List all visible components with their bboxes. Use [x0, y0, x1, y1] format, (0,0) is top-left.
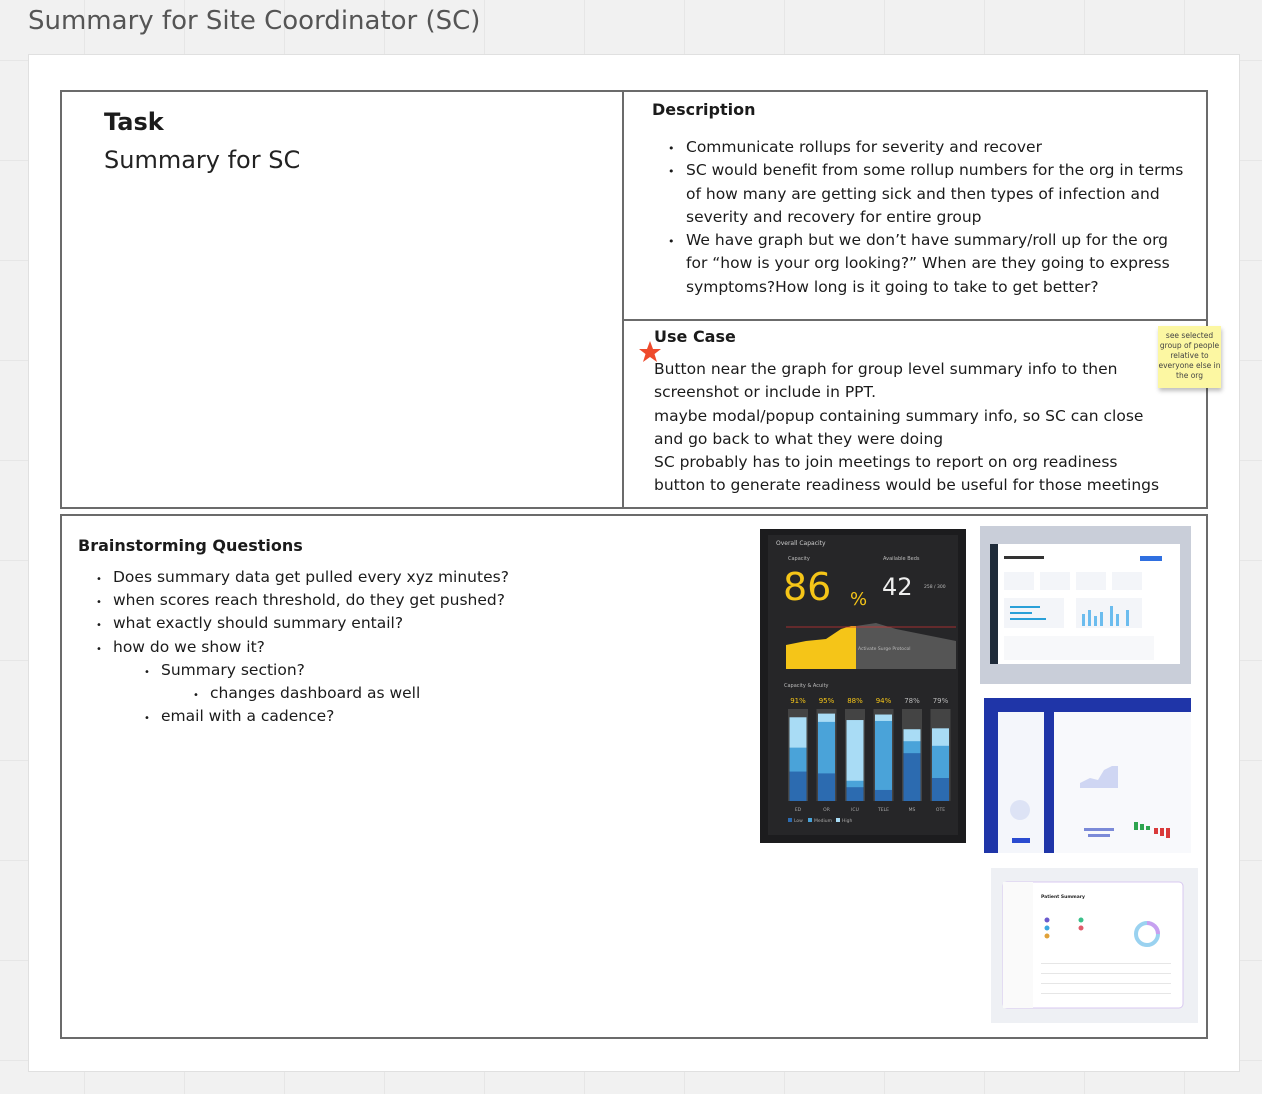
dashboard-summary-image	[991, 868, 1198, 1023]
surge-label: Activate Surge Protocol	[858, 647, 911, 652]
use-case-heading: Use Case	[654, 327, 736, 346]
bar-category-label: OTE	[935, 808, 946, 813]
question-item: • how do we show it?	[113, 636, 509, 659]
dashboard-analytics-image	[984, 698, 1191, 853]
bar-low-segment	[904, 753, 921, 801]
question-subsublist	[210, 682, 420, 705]
description-item: • We have graph but we don’t have summary/roll up for the org for “how is your org looking?” When are they going to express symptoms?How long is it going to take to get better?	[686, 229, 1186, 299]
legend-swatch	[836, 818, 840, 822]
task-value: Summary for SC	[104, 146, 301, 174]
bar-percent-label: 94%	[875, 697, 892, 705]
bar-low-segment	[875, 790, 892, 801]
bar-percent-label: 78%	[904, 697, 920, 705]
question-list	[113, 566, 509, 659]
bar-low-segment	[847, 787, 864, 801]
beds-label: Available Beds	[883, 556, 920, 562]
description-item: • Communicate rollups for severity and recover	[686, 136, 1186, 159]
capacity-value: 86	[783, 565, 832, 609]
dashboard-thumbnail-summary[interactable]	[991, 868, 1198, 1023]
bar-category-label: OR	[823, 808, 830, 813]
task-card[interactable]	[60, 90, 624, 509]
use-case-line: SC probably has to join meetings to report on org readiness	[654, 453, 1118, 472]
description-card[interactable]	[622, 90, 1208, 321]
legend-label: Low	[794, 819, 803, 824]
question-subitem: • email with a cadence?	[161, 705, 334, 728]
question-subitem: • Summary section?	[161, 659, 305, 682]
dashboard-panel	[768, 535, 958, 835]
summary-title: Patient Summary	[1041, 895, 1085, 900]
bar-percent-label: 95%	[818, 697, 835, 705]
bar-category-label: MS	[908, 808, 916, 813]
bar-category-label: ICU	[851, 808, 859, 813]
dashboard-thumbnail-analytics[interactable]	[984, 698, 1191, 853]
bar-percent-label: 91%	[790, 697, 806, 705]
dashboard-overview-image	[980, 526, 1191, 684]
bar-med-segment	[875, 721, 892, 801]
bar-percent-label: 88%	[847, 697, 863, 705]
use-case-text	[654, 358, 1164, 498]
beds-sub: 258 / 300	[924, 585, 946, 590]
frame-title: Summary for Site Coordinator (SC)	[28, 6, 481, 36]
question-sublist	[161, 705, 334, 728]
dashboard-title: Overall Capacity	[776, 540, 826, 547]
capacity-unit: %	[850, 589, 868, 610]
use-case-line: button to generate readiness would be useful for those meetings	[654, 476, 1160, 495]
dashboard-thumbnail-overview[interactable]	[980, 526, 1191, 684]
dashboard-thumbnail-capacity[interactable]	[760, 529, 966, 843]
brainstorming-heading: Brainstorming Questions	[78, 536, 303, 555]
question-item: • when scores reach threshold, do they get pushed?	[113, 589, 509, 612]
acuity-label: Capacity & Acuity	[784, 683, 829, 689]
description-heading: Description	[652, 100, 756, 119]
capacity-label: Capacity	[788, 556, 810, 562]
legend-label: High	[842, 819, 853, 824]
use-case-line: maybe modal/popup containing summary info, so SC can close and go back to what they were doing	[654, 406, 1144, 448]
beds-value: 42	[882, 573, 913, 601]
bar-low-segment	[790, 772, 807, 801]
legend-label: Medium	[814, 819, 832, 824]
legend-swatch	[788, 818, 792, 822]
capacity-area-chart	[786, 623, 956, 669]
use-case-card[interactable]	[622, 319, 1208, 509]
question-item: • what exactly should summary entail?	[113, 612, 509, 635]
question-subsubitem: • changes dashboard as well	[210, 682, 420, 705]
use-case-line: Button near the graph for group level summary info to then screenshot or include in PPT.	[654, 360, 1118, 402]
sticky-note[interactable]: see selected group of people relative to everyone else in the org	[1158, 326, 1221, 388]
task-label: Task	[104, 108, 164, 136]
bar-low-segment	[818, 773, 835, 801]
bar-percent-label: 79%	[932, 697, 949, 705]
description-item: • SC would benefit from some rollup numbers for the org in terms of how many are getting sick and then types of infection and severity and recovery for entire group	[686, 159, 1186, 229]
question-sublist	[161, 659, 305, 682]
legend-swatch	[808, 818, 812, 822]
bar-category-label: ED	[794, 808, 802, 813]
acuity-bar-chart	[782, 691, 958, 825]
question-item: • Does summary data get pulled every xyz minutes?	[113, 566, 509, 589]
bar-category-label: TELE	[878, 808, 889, 813]
bar-low-segment	[932, 778, 949, 801]
description-list	[686, 136, 1186, 299]
